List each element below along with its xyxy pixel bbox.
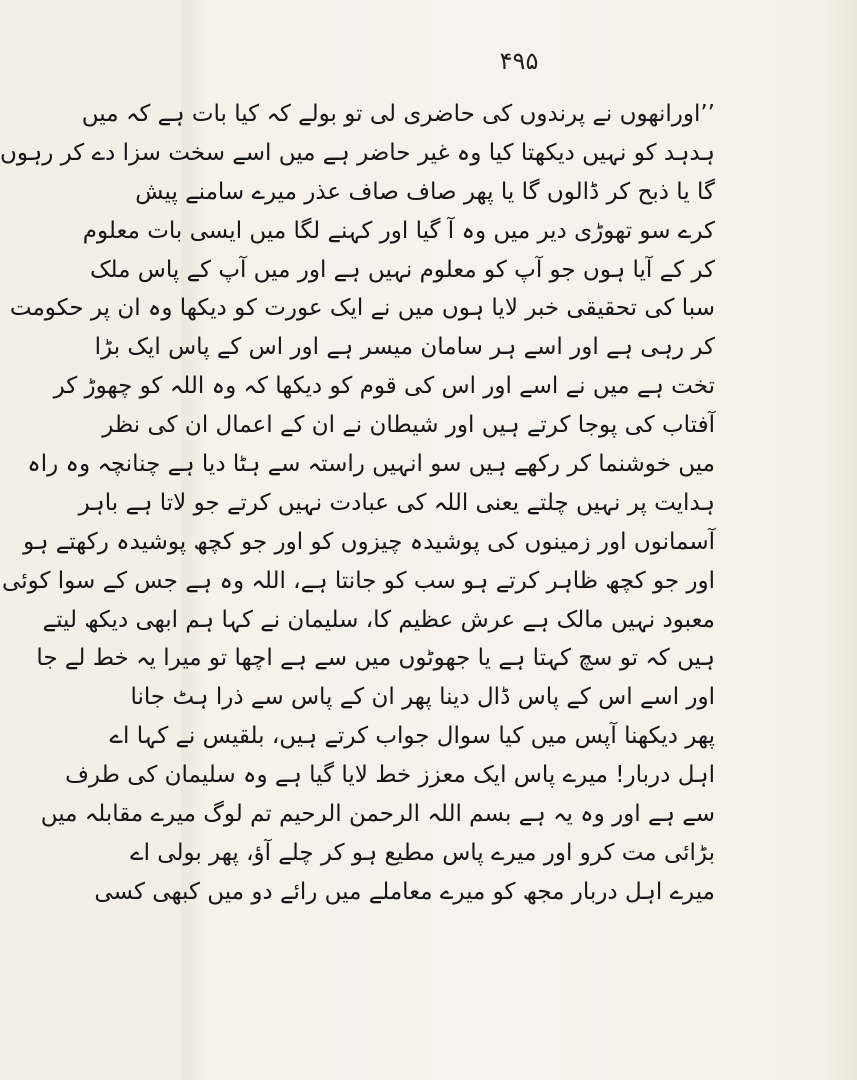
- page-number: ۴۹۵: [499, 47, 539, 75]
- text-line-5: کر کے آیا ہوں جو آپ کو معلوم نہیں ہے اور میں آپ کے پاس ملک: [89, 256, 715, 283]
- text-line-4: کرے سو تھوڑی دیر میں وہ آ گیا اور کہنے لگا میں ایسی بات معلوم: [82, 217, 715, 244]
- text-line-15: ہیں کہ تو سچ کہتا ہے یا جھوٹوں میں سے ہے اچھا تو میرا یہ خط لے جا: [36, 645, 715, 672]
- text-line-6: سبا کی تحقیقی خبر لایا ہوں میں نے ایک عورت کو دیکھا وہ ان پر حکومت: [9, 295, 715, 322]
- text-line-14: معبود نہیں مالک ہے عرش عظیم کا، سلیمان نے کہا ہم ابھی دیکھ لیتے: [42, 606, 715, 633]
- text-line-16: اور اسے اس کے پاس ڈال دینا پھر ان کے پاس سے ذرا ہٹ جانا: [130, 684, 715, 711]
- text-line-18: اہل دربار! میرے پاس ایک معزز خط لایا گیا ہے وہ سلیمان کی طرف: [65, 762, 715, 789]
- text-line-2: ہدہد کو نہیں دیکھتا کیا وہ غیر حاضر ہے میں اسے سخت سزا دے کر رہوں: [0, 139, 715, 166]
- body-text: [0, 95, 715, 912]
- text-line-19: سے ہے اور وہ یہ ہے بسم اللہ الرحمن الرحیم تم لوگ میرے مقابلہ میں: [40, 801, 715, 828]
- text-line-13: اور جو کچھ ظاہر کرتے ہو سب کو جانتا ہے، اللہ وہ ہے جس کے سوا کوئی: [2, 567, 715, 594]
- text-line-11: ہدایت پر نہیں چلتے یعنی اللہ کی عبادت نہیں کرتے جو لاتا ہے باہر: [78, 489, 715, 516]
- text-line-9: آفتاب کی پوجا کرتے ہیں اور شیطان نے ان کے اعمال ان کی نظر: [102, 412, 715, 439]
- text-line-7: کر رہی ہے اور اسے ہر سامان میسر ہے اور اس کے پاس ایک بڑا: [94, 334, 715, 361]
- text-line-1: ’’اورانھوں نے پرندوں کی حاضری لی تو بولے کہ کیا بات ہے کہ میں: [81, 101, 715, 127]
- text-line-8: تخت ہے میں نے اسے اور اس کی قوم کو دیکھا کہ وہ اللہ کو چھوڑ کر: [53, 373, 715, 400]
- text-line-17: پھر دیکھنا آپس میں کیا سوال جواب کرتے ہیں، بلقیس نے کہا اے: [109, 723, 715, 750]
- text-line-10: میں خوشنما کر رکھے ہیں سو انہیں راستہ سے ہٹا دیا ہے چنانچہ وہ راہ: [27, 451, 715, 478]
- text-line-3: گا یا ذبح کر ڈالوں گا یا پھر صاف صاف عذر میرے سامنے پیش: [135, 178, 715, 205]
- text-line-21: میرے اہل دربار مجھ کو میرے معاملے میں رائے دو میں کبھی کسی: [94, 878, 715, 905]
- text-line-20: بڑائی مت کرو اور میرے پاس مطیع ہو کر چلے آؤ، پھر بولی اے: [130, 839, 715, 866]
- text-line-12: آسمانوں اور زمینوں کی پوشیدہ چیزوں کو اور جو کچھ پوشیدہ رکھتے ہو: [23, 528, 715, 555]
